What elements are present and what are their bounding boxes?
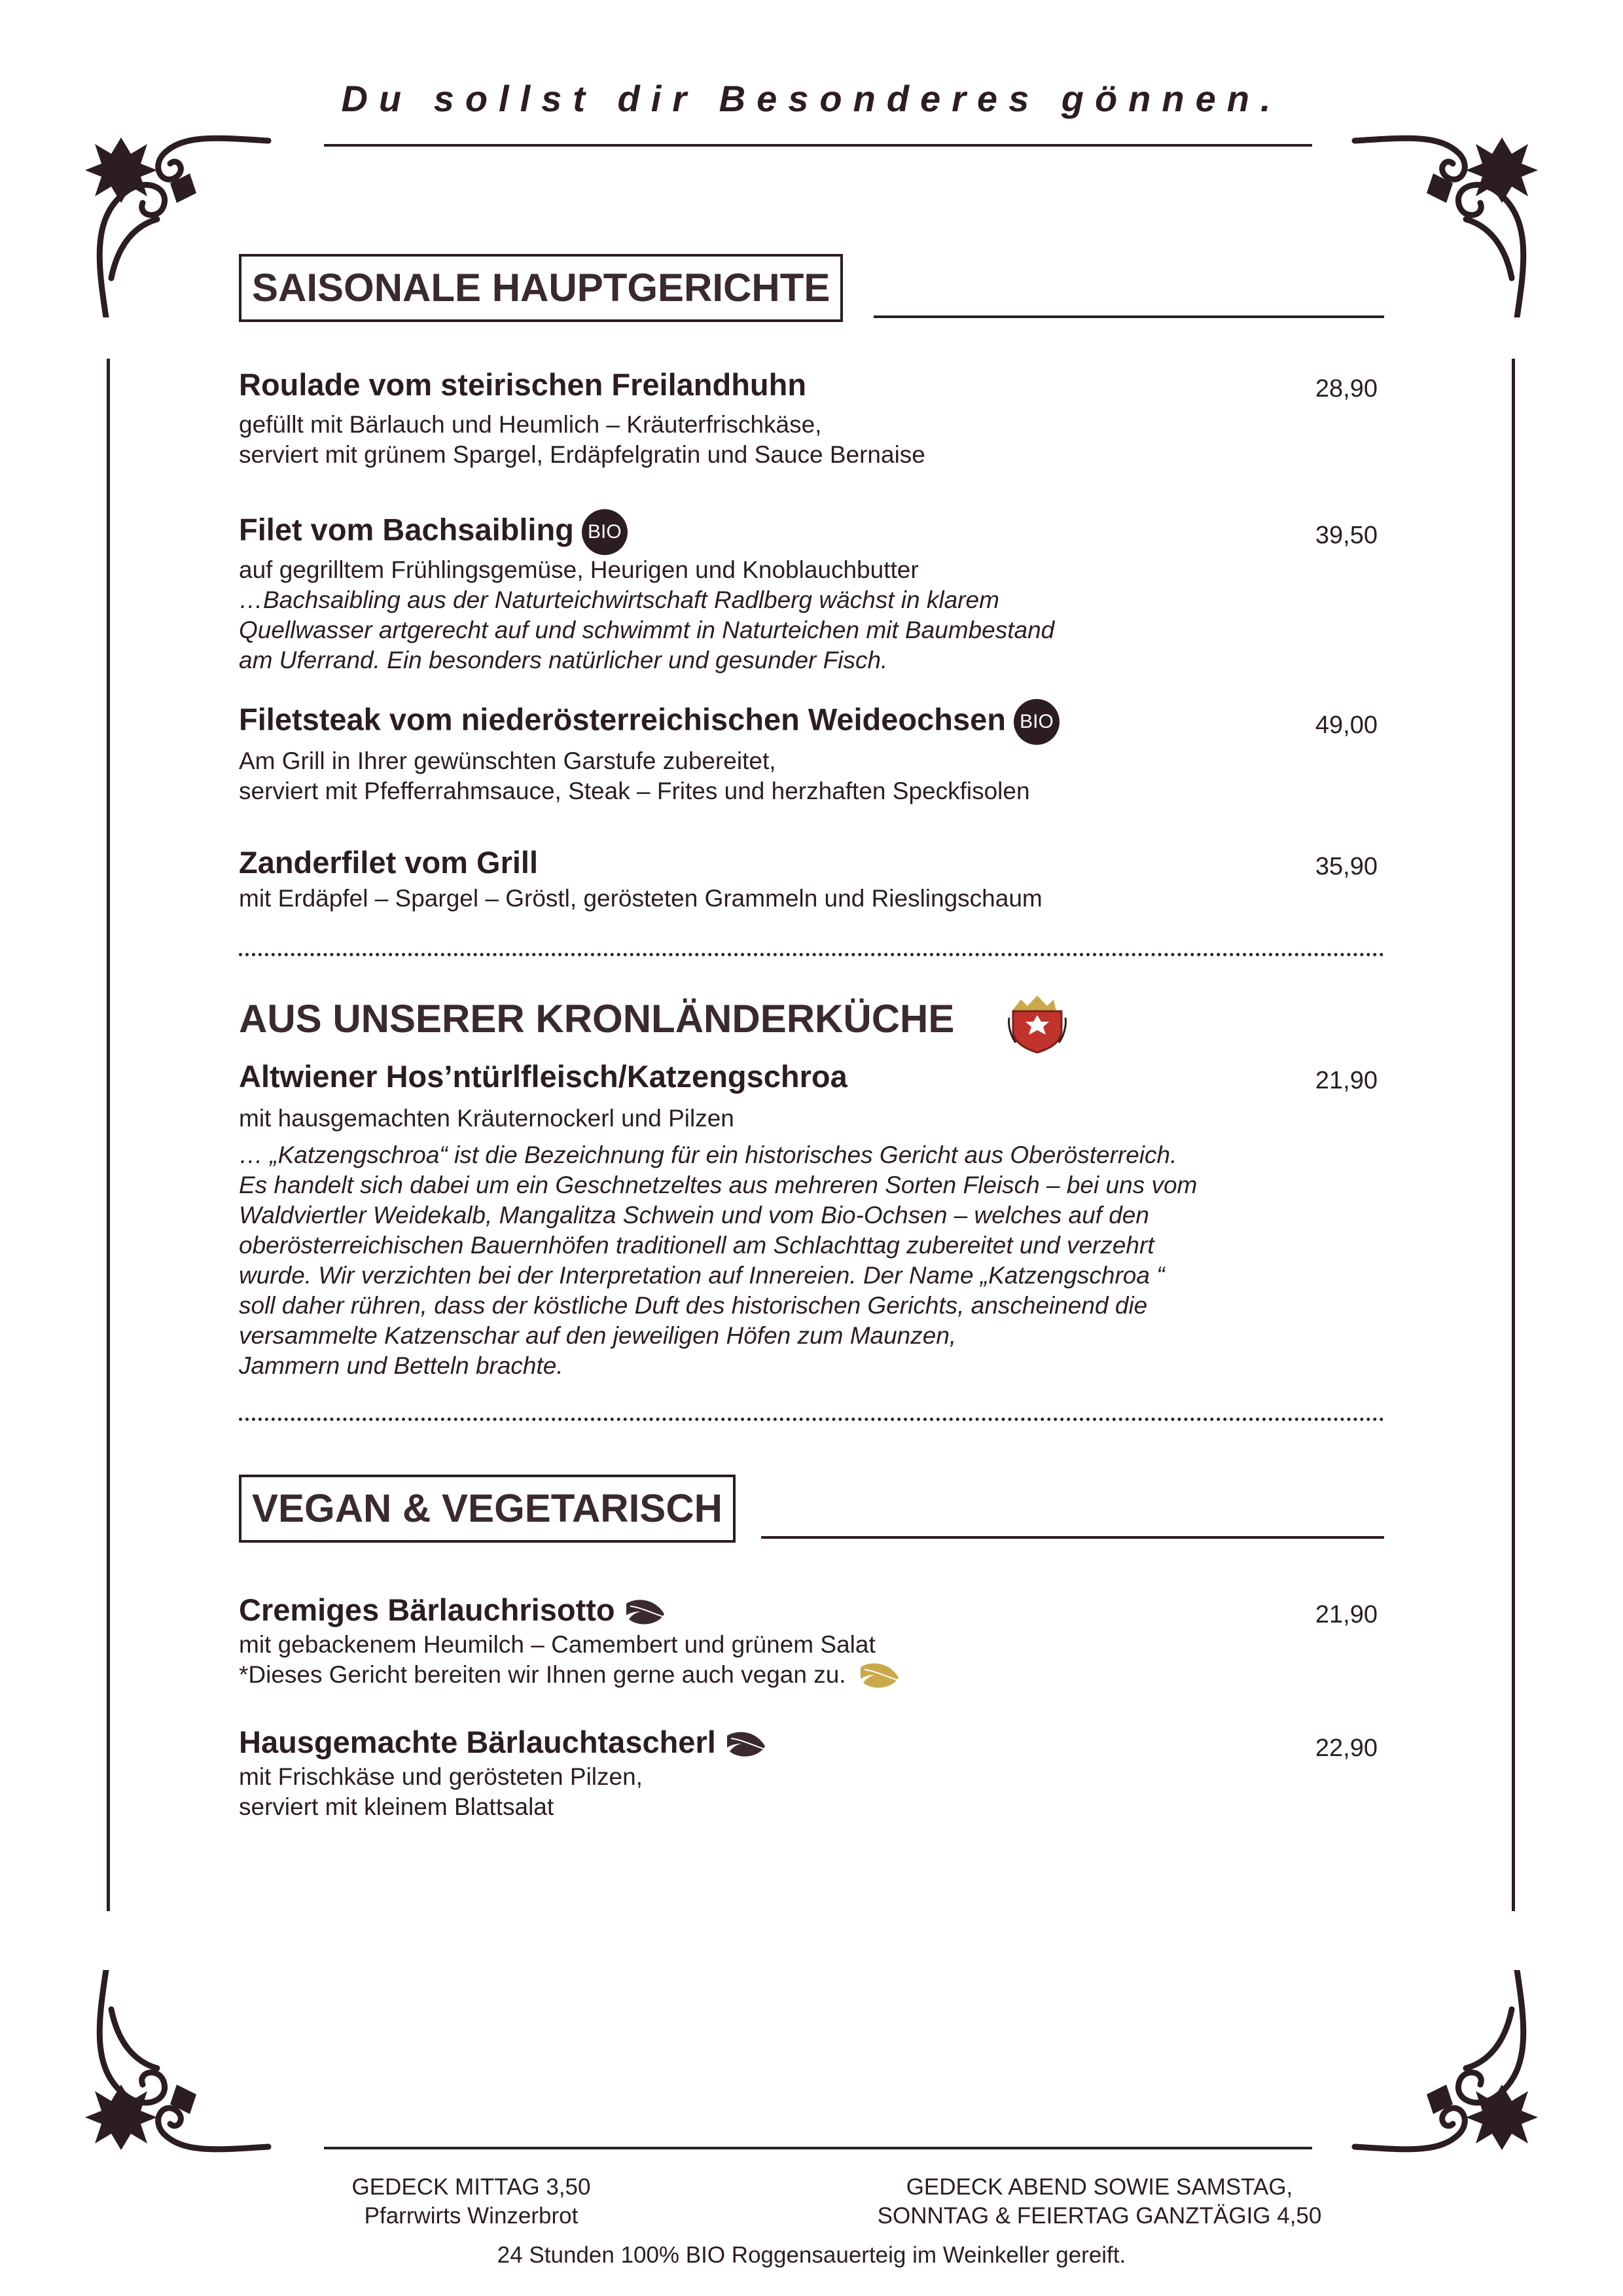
bio-badge: BIO xyxy=(1014,699,1060,745)
dish-price: 28,90 xyxy=(1315,375,1378,403)
dish-price: 21,90 xyxy=(1315,1067,1378,1094)
leaf-icon xyxy=(724,1729,769,1761)
vegan-leaf-icon xyxy=(858,1660,902,1692)
leaf-icon xyxy=(624,1597,668,1628)
dish-title-row xyxy=(239,1724,769,1761)
dish-name: Roulade vom steirischen Freilandhuhn xyxy=(239,367,807,402)
footer-rule xyxy=(324,2147,1312,2149)
dotted-divider xyxy=(239,953,1384,956)
header-rule xyxy=(324,144,1312,147)
dish-price: 49,00 xyxy=(1315,711,1378,739)
footer-left: GEDECK MITTAG 3,50 Pfarrwirts Winzerbrot xyxy=(351,2174,591,2229)
dish-name: Filet vom Bachsaibling xyxy=(239,512,574,547)
dish-title-row xyxy=(239,699,1060,745)
dish-price: 21,90 xyxy=(1315,1601,1378,1628)
dish-description: mit Frischkäse und gerösteten Pilzen, serviert mit kleinem Blattsalat xyxy=(239,1763,643,1820)
dish-title-row xyxy=(239,509,628,555)
dish-description: mit hausgemachten Kräuternockerl und Pilzen xyxy=(239,1105,734,1132)
dish-price: 35,90 xyxy=(1315,853,1378,880)
dish-description: gefüllt mit Bärlauch und Heumlich – Kräuterfrischkäse, serviert mit grünem Spargel, Erdäpfelgratin und Sauce Bernaise xyxy=(239,411,925,468)
dish-name: Altwiener Hos’ntürlfleisch/Katzengschroa xyxy=(239,1059,847,1094)
dish-name: Filetsteak vom niederösterreichischen Weideochsen xyxy=(239,702,1006,737)
dish-description: mit Erdäpfel – Spargel – Gröstl, gerösteten Grammeln und Rieslingschaum xyxy=(239,885,1043,912)
dish-name: Zanderfilet vom Grill xyxy=(239,845,539,880)
dish-title-row xyxy=(239,1592,668,1628)
section-rule xyxy=(761,1536,1384,1539)
dish-description: Am Grill in Ihrer gewünschten Garstufe zubereitet, serviert mit Pfefferrahmsauce, Steak – Frites und herzhaften Speckfisolen xyxy=(239,747,1030,804)
tagline: Du sollst dir Besonderes gönnen. xyxy=(341,78,1282,119)
dish-name: Cremiges Bärlauchrisotto xyxy=(239,1592,615,1627)
section-title-vegan: VEGAN & VEGETARISCH xyxy=(239,1475,736,1543)
ornament-bottom-right-icon xyxy=(1342,1970,1551,2179)
bio-badge: BIO xyxy=(582,509,628,555)
frame-left xyxy=(107,359,110,1911)
frame-right xyxy=(1512,359,1515,1911)
dish-story: … „Katzengschroa“ ist die Bezeichnung für ein historisches Gericht aus Oberösterreich. Es handelt sich dabei um ein Geschnetzeltes aus mehreren Sorten Fleisch – bei uns vom Waldviertler Weidekalb, Mangalitza Schwein und vom Bio-Ochsen – welches auf den oberösterreichischen Bauernhöfen traditionell am Schlachttag zubereitet und verzehrt wurde. Wir verzichten bei der Interpretation auf Innereien. Der Name „Katzengschroa “ soll daher rühren, dass der köstliche Duft des historischen Gerichts, anscheinend die versammelte Katzenschar auf den jeweiligen Höfen zum Maunzen, Jammern und Betteln brachte. xyxy=(239,1141,1198,1379)
dish-price: 39,50 xyxy=(1315,522,1378,549)
dish-name: Hausgemachte Bärlauchtascherl xyxy=(239,1725,716,1759)
dish-price: 22,90 xyxy=(1315,1734,1378,1762)
ornament-bottom-left-icon xyxy=(72,1970,281,2179)
dish-description: mit gebackenem Heumilch – Camembert und grünem Salat *Dieses Gericht bereiten wir Ihnen gerne auch vegan zu. xyxy=(239,1630,902,1692)
section-title-kronland: AUS UNSERER KRONLÄNDERKÜCHE xyxy=(239,997,955,1041)
dish-description: auf gegrilltem Frühlingsgemüse, Heurigen und Knoblauchbutter xyxy=(239,556,919,583)
section-rule xyxy=(874,315,1384,318)
coat-of-arms-icon xyxy=(1008,992,1067,1054)
dish-story: …Bachsaibling aus der Naturteichwirtschaft Radlberg wächst in klarem Quellwasser artgerecht auf und schwimmt in Naturteichen mit Baumbestand am Uferrand. Ein besonders natürlicher und gesunder Fisch. xyxy=(239,586,1055,673)
dotted-divider xyxy=(239,1418,1384,1421)
section-title-saisonal: SAISONALE HAUPTGERICHTE xyxy=(239,254,843,322)
ornament-top-right-icon xyxy=(1342,108,1551,317)
footer-right: GEDECK ABEND SOWIE SAMSTAG, SONNTAG & FEIERTAG GANZTÄGIG 4,50 xyxy=(877,2174,1322,2229)
footer-bottom-note: 24 Stunden 100% BIO Roggensauerteig im Weinkeller gereift. xyxy=(497,2242,1126,2268)
